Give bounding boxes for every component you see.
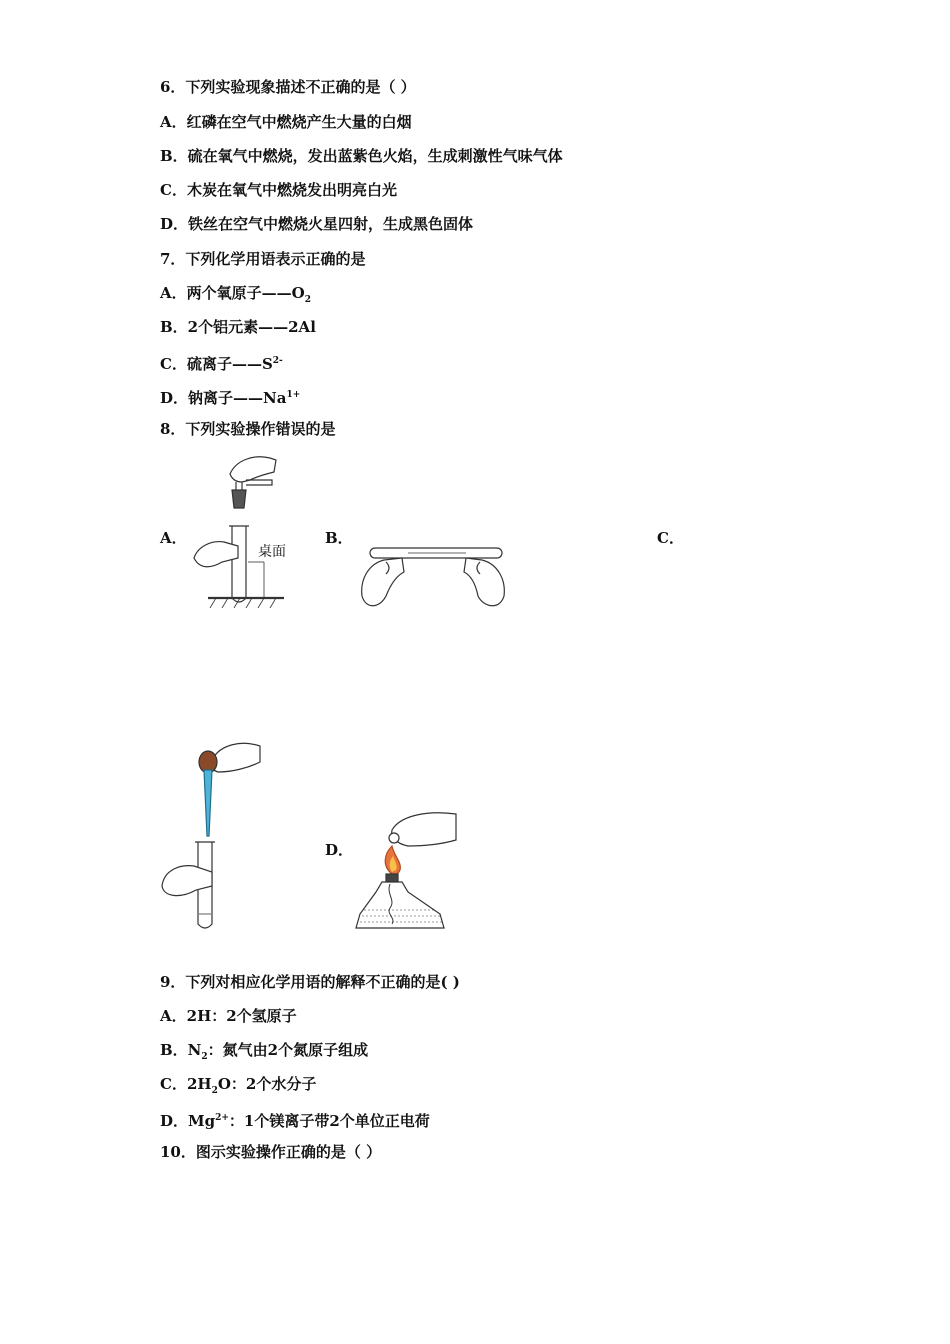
figure-d-alcohol-lamp xyxy=(352,810,460,934)
q9-option-b: B．$N_2$：氮气由2个氮原子组成 xyxy=(160,1041,369,1062)
q9-option-a: A．2H：2个氢原子 xyxy=(160,1007,297,1025)
q9-option-d: D．$Mg^{2+}$：1个镁离子带2个单位正电荷 xyxy=(160,1112,430,1130)
q6-option-b: B．硫在氧气中燃烧，发出蓝紫色火焰，生成刺激性气味气体 xyxy=(160,147,563,165)
q7-stem: 7．下列化学用语表示正确的是 xyxy=(160,250,366,268)
figure-b-tube-connection xyxy=(356,536,508,610)
q7-option-c: C．硫离子$——S^{2-}$ xyxy=(160,355,283,373)
q9-stem: 9．下列对相应化学用语的解释不正确的是( ) xyxy=(160,973,460,991)
q10-stem: 10．图示实验操作正确的是（ ） xyxy=(160,1143,382,1161)
q6-option-a: A．红磷在空气中燃烧产生大量的白烟 xyxy=(160,113,412,131)
q8-label-a: A． xyxy=(160,529,187,547)
q6-option-c: C．木炭在氧气中燃烧发出明亮白光 xyxy=(160,181,397,199)
q7-option-d: D．钠离子$——Na^{1+}$ xyxy=(160,389,301,407)
q8-label-d: D． xyxy=(325,841,354,859)
q6-stem: 6．下列实验现象描述不正确的是（ ） xyxy=(160,78,416,96)
q7-option-b: B．2个铝元素——2Al xyxy=(160,318,316,336)
desk-label: 桌面 xyxy=(258,544,286,560)
q8-label-c: C． xyxy=(657,529,684,547)
q6-option-d: D．铁丝在空气中燃烧火星四射，生成黑色固体 xyxy=(160,215,474,233)
figure-c-dropper xyxy=(160,738,264,934)
q9-option-c: C．$2H_2O$：2个水分子 xyxy=(160,1075,317,1096)
figure-a-stopper-insertion xyxy=(188,452,300,612)
q7-option-a: A．两个氧原子$——O_2$ xyxy=(160,284,311,305)
q8-label-b: B． xyxy=(325,529,353,547)
q8-stem: 8．下列实验操作错误的是 xyxy=(160,420,336,438)
